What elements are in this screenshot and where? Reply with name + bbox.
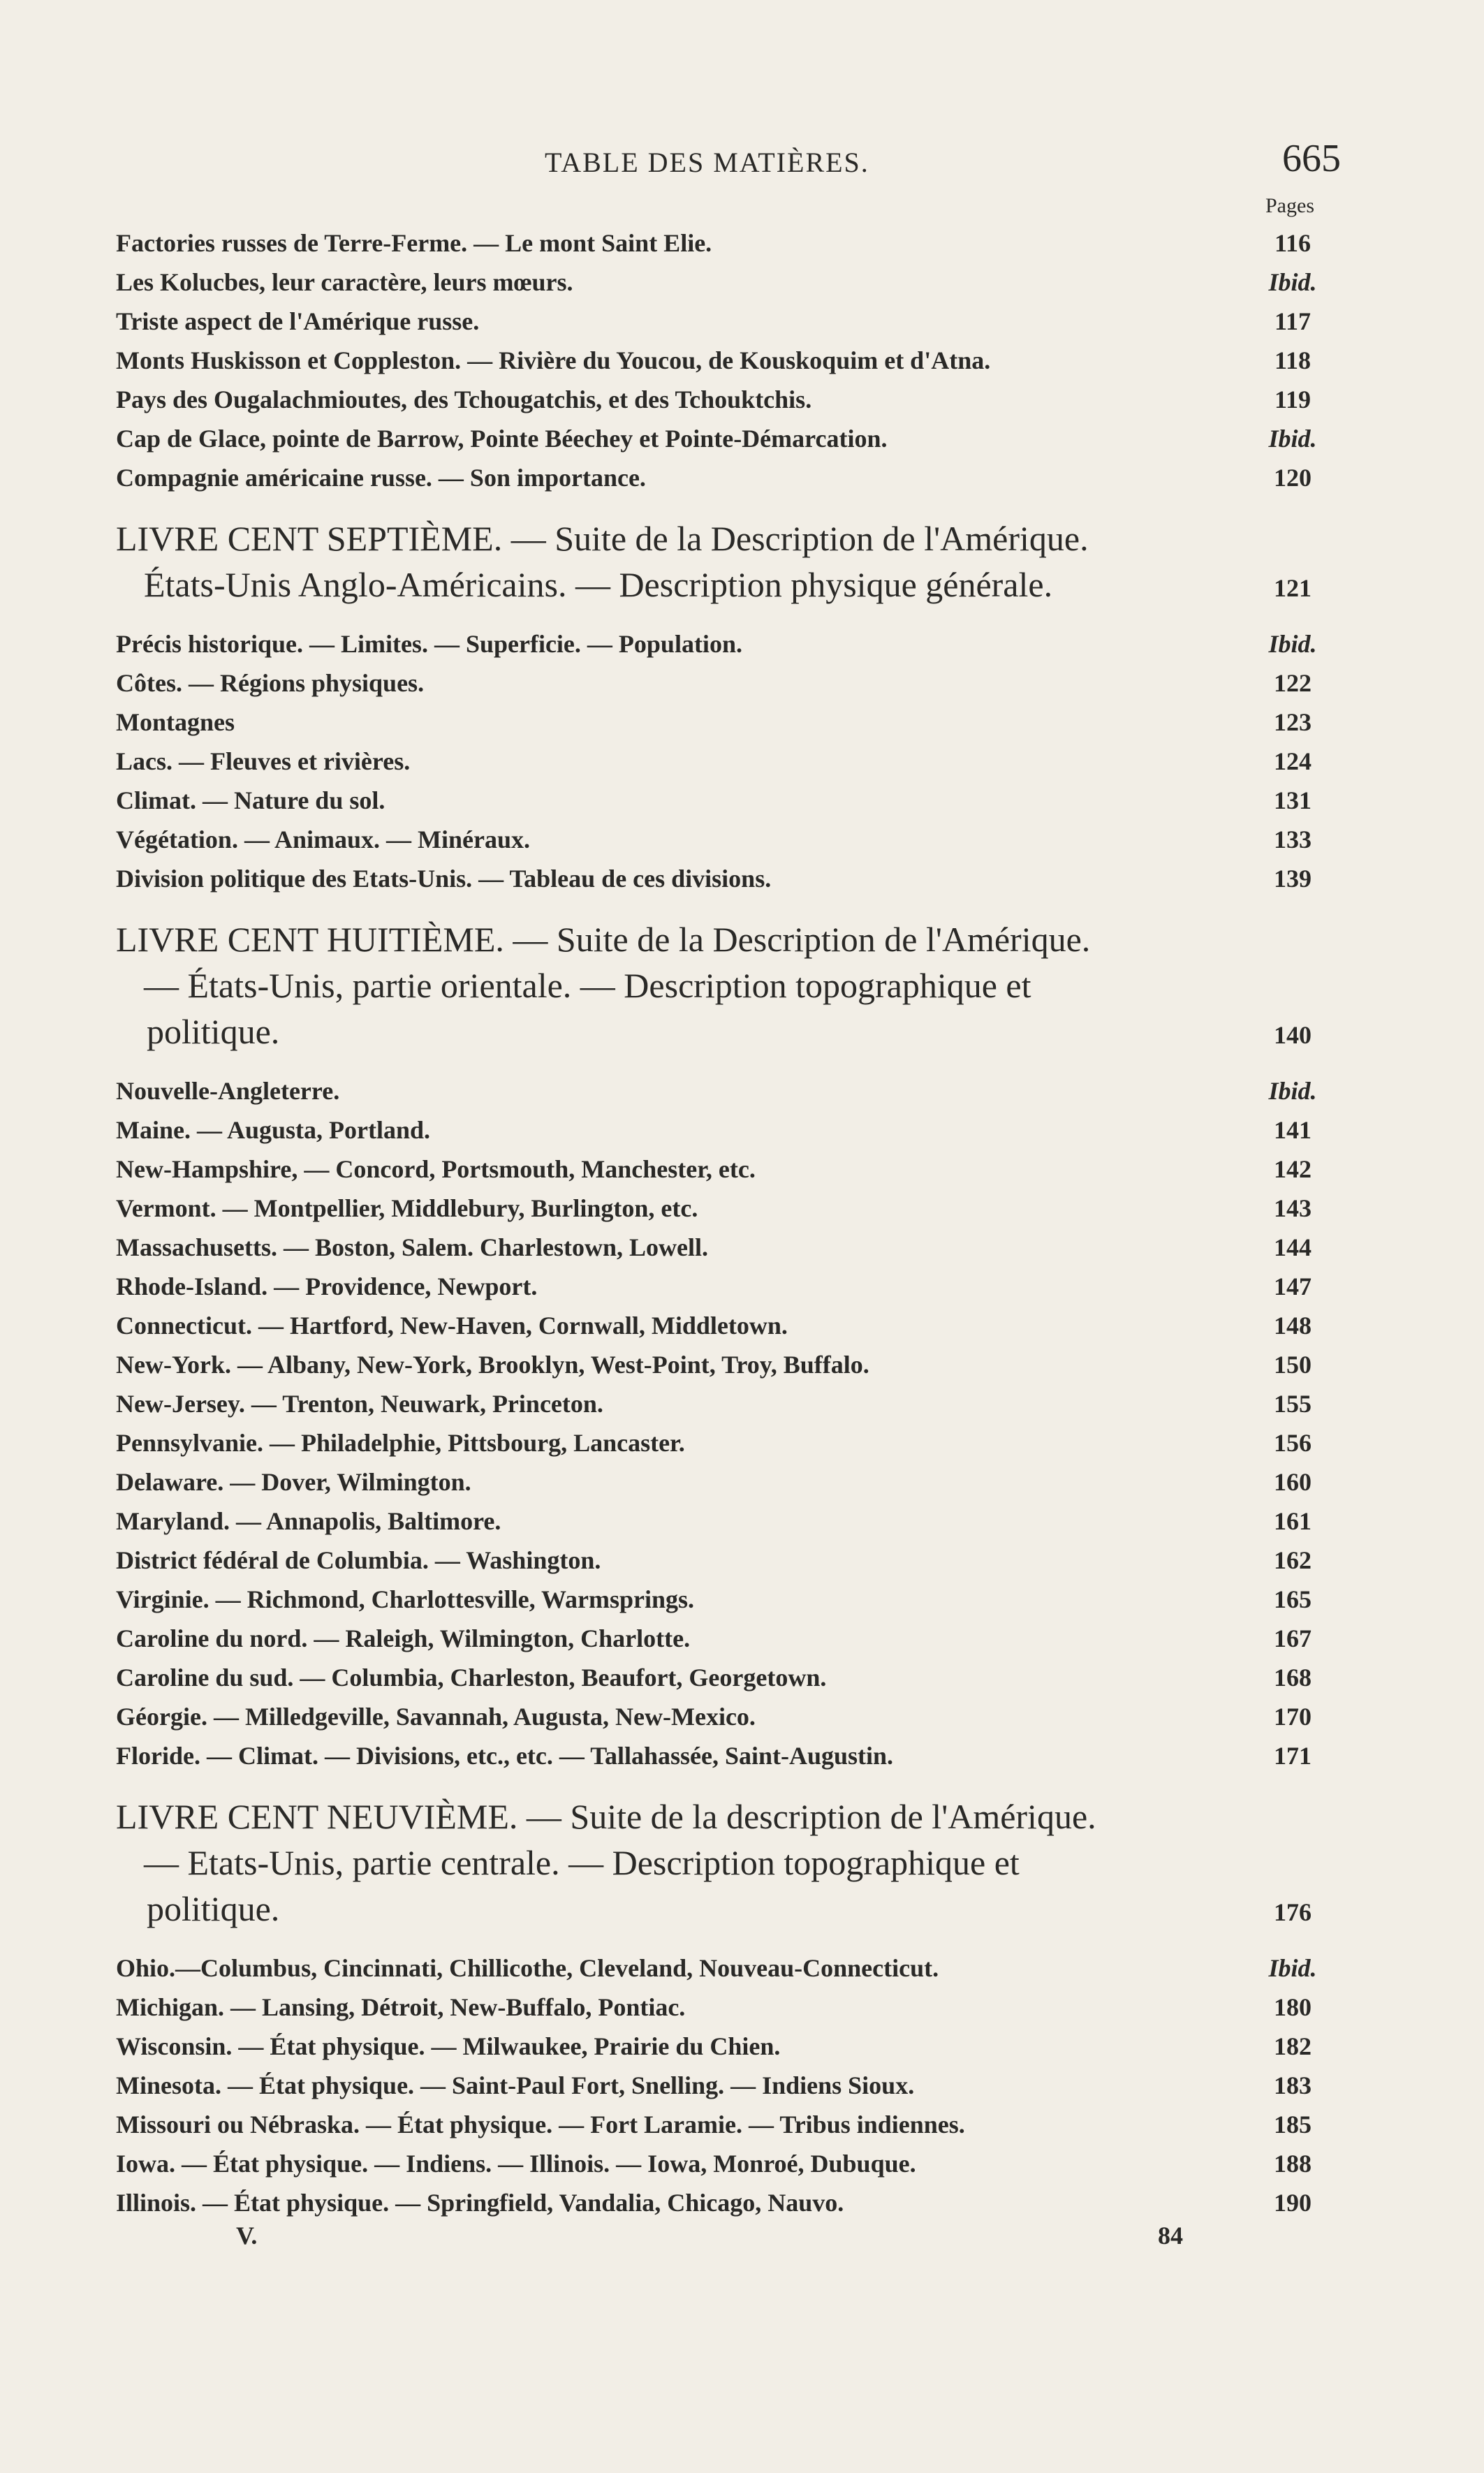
toc-entry <box>116 2027 1324 2066</box>
toc-entry-text: Floride. — Climat. — Divisions, etc., etc. — Tallahassée, Saint-Augustin. <box>116 1742 894 1770</box>
toc-entry-page: 170 <box>1274 1703 1312 1731</box>
toc-entry <box>116 2144 1324 2183</box>
toc-entry-page: 167 <box>1274 1624 1312 1652</box>
livre-heading-line: LIVRE CENT NEUVIÈME. — Suite de la description de l'Amérique. <box>116 1797 1096 1836</box>
toc-entry-page: Ibid. <box>1268 1954 1317 1982</box>
toc-entry <box>116 1228 1324 1267</box>
section-livre-108 <box>116 1071 1324 1775</box>
toc-entry-page: Ibid. <box>1268 268 1317 296</box>
toc-entry-text: Maine. — Augusta, Portland. <box>116 1116 431 1144</box>
toc-entry-text: Lacs. — Fleuves et rivières. <box>116 747 411 775</box>
toc-entry-page: 119 <box>1274 386 1311 413</box>
toc-entry-page: 120 <box>1274 464 1312 492</box>
header-title: TABLE DES MATIÈRES. <box>545 147 869 178</box>
toc-entry-page: 188 <box>1274 2150 1312 2178</box>
toc-entry <box>116 1306 1324 1345</box>
toc-entry-page: 162 <box>1274 1546 1312 1574</box>
toc-entry-page: 156 <box>1274 1429 1312 1457</box>
toc-entry-page: 171 <box>1274 1742 1312 1770</box>
toc-entry-text: Division politique des Etats-Unis. — Tableau de ces divisions. <box>116 865 772 893</box>
table-of-contents <box>116 223 1324 2222</box>
toc-entry <box>116 1345 1324 1384</box>
toc-entry-text: Montagnes <box>116 708 235 736</box>
toc-entry <box>116 1736 1324 1775</box>
toc-entry-page: 118 <box>1274 346 1311 374</box>
toc-entry <box>116 859 1324 898</box>
toc-entry-page: 155 <box>1274 1390 1312 1418</box>
toc-entry <box>116 1189 1324 1228</box>
toc-entry-text: Delaware. — Dover, Wilmington. <box>116 1468 471 1496</box>
running-header <box>0 136 1484 192</box>
section-russian-america <box>116 223 1324 497</box>
toc-entry-text: Végétation. — Animaux. — Minéraux. <box>116 825 530 853</box>
toc-entry-page: 182 <box>1274 2032 1312 2060</box>
toc-entry <box>116 1658 1324 1697</box>
toc-entry-text: Connecticut. — Hartford, New-Haven, Cornwall, Middletown. <box>116 1312 788 1340</box>
livre-heading-line: LIVRE CENT SEPTIÈME. — Suite de la Description de l'Amérique. <box>116 519 1089 558</box>
toc-entry <box>116 742 1324 781</box>
toc-entry-text: Illinois. — État physique. — Springfield, Vandalia, Chicago, Nauvo. <box>116 2189 844 2217</box>
page-footer <box>0 2221 1484 2263</box>
toc-entry-page: 165 <box>1274 1585 1312 1613</box>
toc-entry-text: Wisconsin. — État physique. — Milwaukee, Prairie du Chien. <box>116 2032 781 2060</box>
toc-entry-page: 147 <box>1274 1272 1312 1300</box>
toc-entry <box>116 1619 1324 1658</box>
toc-entry <box>116 1384 1324 1423</box>
toc-entry-page: 124 <box>1274 747 1312 775</box>
toc-entry <box>116 2066 1324 2105</box>
livre-heading-line: politique. <box>147 1889 280 1928</box>
livre-page-number: 176 <box>1274 1898 1312 1926</box>
toc-entry-text: Triste aspect de l'Amérique russe. <box>116 307 480 335</box>
toc-entry-text: Caroline du nord. — Raleigh, Wilmington, Charlotte. <box>116 1624 691 1652</box>
toc-entry <box>116 2183 1324 2222</box>
toc-entry <box>116 263 1324 302</box>
toc-entry-page: Ibid. <box>1268 425 1317 453</box>
toc-entry <box>116 1949 1324 1988</box>
toc-entry <box>116 1150 1324 1189</box>
toc-entry-text: Géorgie. — Milledgeville, Savannah, Augusta, New-Mexico. <box>116 1703 756 1731</box>
toc-entry-text: District fédéral de Columbia. — Washington. <box>116 1546 601 1574</box>
toc-entry-text: New-Hampshire, — Concord, Portsmouth, Manchester, etc. <box>116 1155 756 1183</box>
livre-heading-108 <box>116 916 1324 1055</box>
toc-entry-page: 144 <box>1274 1233 1312 1261</box>
toc-entry <box>116 1988 1324 2027</box>
toc-entry-text: Climat. — Nature du sol. <box>116 786 385 814</box>
toc-entry <box>116 820 1324 859</box>
toc-entry-text: Iowa. — État physique. — Indiens. — Illinois. — Iowa, Monroé, Dubuque. <box>116 2150 916 2178</box>
toc-entry-text: Cap de Glace, pointe de Barrow, Pointe Béechey et Pointe-Démarcation. <box>116 425 888 453</box>
toc-entry-text: Côtes. — Régions physiques. <box>116 669 425 697</box>
livre-heading-line: — États-Unis, partie orientale. — Description topographique et <box>144 966 1031 1005</box>
toc-entry-text: Rhode-Island. — Providence, Newport. <box>116 1272 538 1300</box>
toc-entry-text: Missouri ou Nébraska. — État physique. — Fort Laramie. — Tribus indiennes. <box>116 2111 965 2138</box>
toc-entry-page: Ibid. <box>1268 630 1317 658</box>
toc-entry-page: 161 <box>1274 1507 1312 1535</box>
toc-entry <box>116 223 1324 263</box>
toc-entry-text: Les Kolucbes, leur caractère, leurs mœurs. <box>116 268 573 296</box>
toc-entry <box>116 419 1324 458</box>
toc-entry <box>116 380 1324 419</box>
volume-marker: V. <box>236 2222 258 2250</box>
toc-entry-text: Maryland. — Annapolis, Baltimore. <box>116 1507 501 1535</box>
livre-heading-line: politique. <box>147 1012 280 1051</box>
toc-entry-text: Vermont. — Montpellier, Middlebury, Burlington, etc. <box>116 1194 698 1222</box>
toc-entry-page: 160 <box>1274 1468 1312 1496</box>
toc-entry-text: New-York. — Albany, New-York, Brooklyn, West-Point, Troy, Buffalo. <box>116 1351 869 1379</box>
toc-entry-text: Compagnie américaine russe. — Son importance. <box>116 464 646 492</box>
section-livre-107 <box>116 624 1324 898</box>
toc-entry-text: Factories russes de Terre-Ferme. — Le mont Saint Elie. <box>116 229 712 257</box>
toc-entry <box>116 1423 1324 1462</box>
toc-entry-page: 190 <box>1274 2189 1312 2217</box>
toc-entry <box>116 624 1324 663</box>
toc-entry-page: 143 <box>1274 1194 1312 1222</box>
toc-entry-page: 183 <box>1274 2071 1312 2099</box>
toc-entry <box>116 1110 1324 1150</box>
toc-entry-page: 122 <box>1274 669 1312 697</box>
toc-entry-page: 142 <box>1274 1155 1312 1183</box>
toc-entry-text: Monts Huskisson et Coppleston. — Rivière du Youcou, de Kouskoquim et d'Atna. <box>116 346 991 374</box>
toc-entry-page: 131 <box>1274 786 1312 814</box>
toc-entry-text: Précis historique. — Limites. — Superficie. — Population. <box>116 630 742 658</box>
toc-entry <box>116 302 1324 341</box>
livre-heading-line: LIVRE CENT HUITIÈME. — Suite de la Description de l'Amérique. <box>116 920 1091 959</box>
toc-entry-page: 116 <box>1274 229 1311 257</box>
toc-entry <box>116 781 1324 820</box>
toc-entry-text: Nouvelle-Angleterre. <box>116 1077 340 1105</box>
livre-page-number: 140 <box>1274 1021 1312 1049</box>
livre-page-number: 121 <box>1274 574 1312 602</box>
toc-entry-text: Massachusetts. — Boston, Salem. Charlestown, Lowell. <box>116 1233 709 1261</box>
toc-entry-text: Pays des Ougalachmioutes, des Tchougatchis, et des Tchouktchis. <box>116 386 812 413</box>
toc-entry-page: 150 <box>1274 1351 1312 1379</box>
toc-entry-text: Minesota. — État physique. — Saint-Paul Fort, Snelling. — Indiens Sioux. <box>116 2071 915 2099</box>
livre-heading-109 <box>116 1793 1324 1932</box>
toc-entry-text: New-Jersey. — Trenton, Neuwark, Princeton. <box>116 1390 603 1418</box>
toc-entry-page: 180 <box>1274 1993 1312 2021</box>
toc-entry-page: 185 <box>1274 2111 1312 2138</box>
toc-entry <box>116 341 1324 380</box>
toc-entry-page: 139 <box>1274 865 1312 893</box>
pages-column-label: Pages <box>1265 194 1314 217</box>
toc-entry-page: 133 <box>1274 825 1312 853</box>
toc-entry <box>116 1580 1324 1619</box>
section-livre-109 <box>116 1949 1324 2222</box>
toc-entry-page: 148 <box>1274 1312 1312 1340</box>
signature-number: 84 <box>1158 2222 1183 2250</box>
toc-entry-text: Ohio.—Columbus, Cincinnati, Chillicothe, Cleveland, Nouveau-Connecticut. <box>116 1954 939 1982</box>
toc-entry-text: Virginie. — Richmond, Charlottesville, Warmsprings. <box>116 1585 694 1613</box>
toc-entry <box>116 458 1324 497</box>
toc-entry-text: Caroline du sud. — Columbia, Charleston, Beaufort, Georgetown. <box>116 1664 827 1692</box>
toc-entry-text: Pennsylvanie. — Philadelphie, Pittsbourg, Lancaster. <box>116 1429 685 1457</box>
toc-entry <box>116 1071 1324 1110</box>
toc-entry <box>116 2105 1324 2144</box>
toc-entry <box>116 1541 1324 1580</box>
toc-entry-page: 141 <box>1274 1116 1312 1144</box>
toc-entry <box>116 1267 1324 1306</box>
toc-entry-text: Michigan. — Lansing, Détroit, New-Buffalo, Pontiac. <box>116 1993 686 2021</box>
toc-entry-page: 117 <box>1274 307 1311 335</box>
toc-entry <box>116 663 1324 703</box>
toc-entry <box>116 1697 1324 1736</box>
toc-entry-page: 123 <box>1274 708 1312 736</box>
toc-entry <box>116 703 1324 742</box>
toc-entry-page: Ibid. <box>1268 1077 1317 1105</box>
livre-heading-line: — Etats-Unis, partie centrale. — Description topographique et <box>144 1843 1020 1882</box>
toc-entry <box>116 1502 1324 1541</box>
livre-heading-107 <box>116 515 1324 608</box>
toc-entry <box>116 1462 1324 1502</box>
toc-entry-page: 168 <box>1274 1664 1312 1692</box>
livre-heading-line: États-Unis Anglo-Américains. — Description physique générale. <box>144 565 1053 604</box>
header-page-number: 665 <box>1282 137 1341 180</box>
